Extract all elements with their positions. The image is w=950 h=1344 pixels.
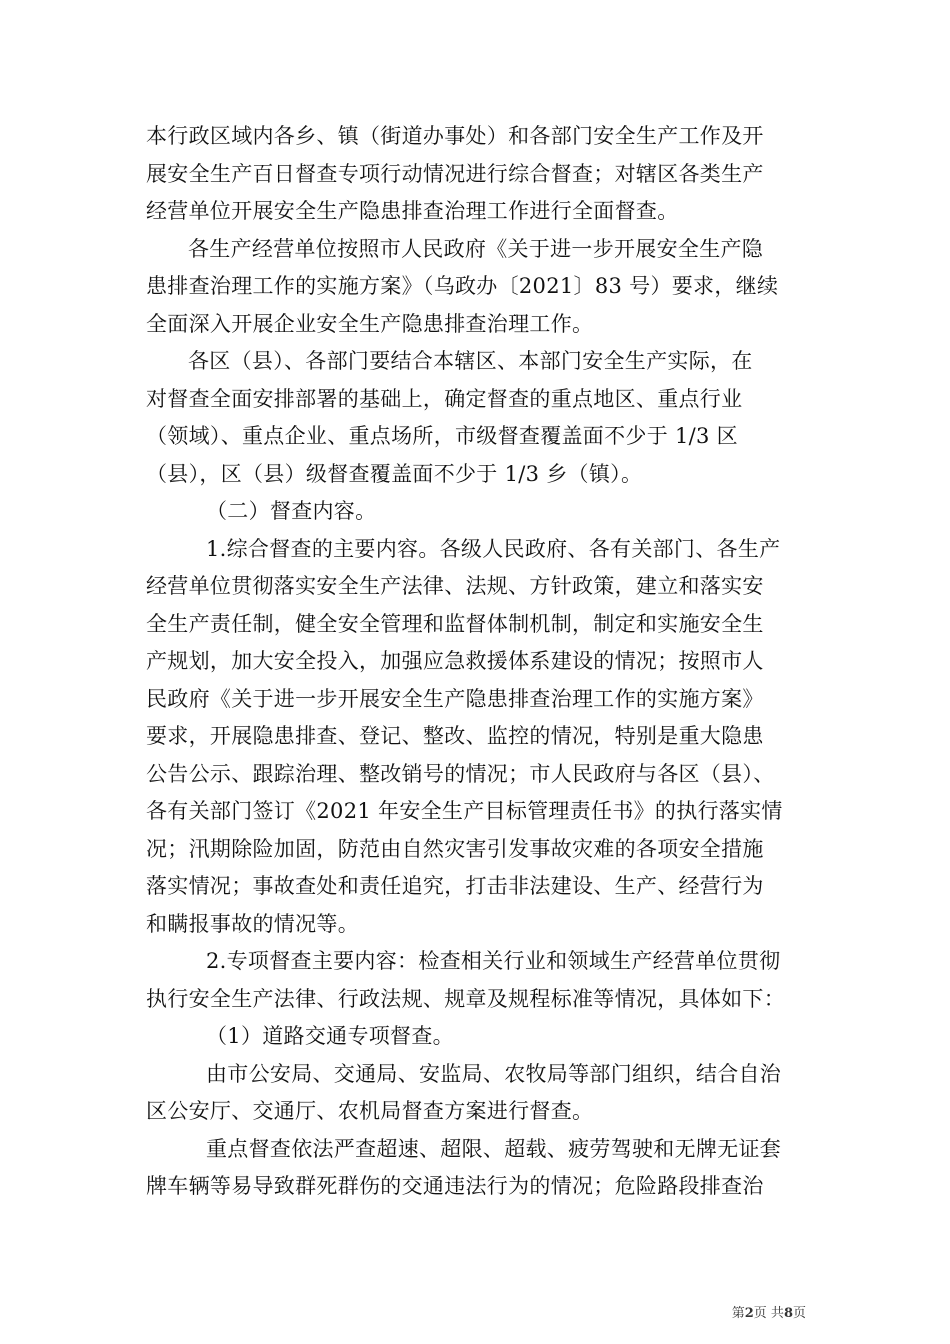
text-line: 1.综合督查的主要内容。各级人民政府、各有关部门、各生产 xyxy=(206,536,781,561)
text-line: 2.专项督查主要内容：检查相关行业和领域生产经营单位贯彻 xyxy=(206,949,781,973)
footer-prefix: 第 xyxy=(731,1306,745,1321)
footer-middle: 页 共 xyxy=(753,1306,784,1321)
text-line: （领域）、重点企业、重点场所，市级督查覆盖面不少于 1/3 区 xyxy=(146,424,738,448)
text-line: 公告公示、跟踪治理、整改销号的情况；市人民政府与各区（县）、 xyxy=(146,761,775,786)
text-line: 经营单位贯彻落实安全生产法律、法规、方针政策，建立和落实安 xyxy=(146,574,764,598)
text-line: 产规划，加大安全投入，加强应急救援体系建设的情况；按照市人 xyxy=(146,649,764,673)
text-line: 重点督查依法严查超速、超限、超载、疲劳驾驶和无牌无证套 xyxy=(206,1136,782,1161)
text-line: 患排查治理工作的实施方案》（乌政办〔2021〕83 号）要求，继续 xyxy=(146,274,779,298)
text-line: 全面深入开展企业安全生产隐患排查治理工作。 xyxy=(146,311,594,336)
text-line: 牌车辆等易导致群死群伤的交通违法行为的情况；危险路段排查治 xyxy=(146,1174,764,1198)
text-line: 各区（县）、各部门要结合本辖区、本部门安全生产实际，在 xyxy=(188,349,753,373)
text-line: 由市公安局、交通局、安监局、农牧局等部门组织，结合自治 xyxy=(206,1061,782,1086)
text-line: 落实情况；事故查处和责任追究，打击非法建设、生产、经营行为 xyxy=(146,874,764,898)
section-heading: （二）督查内容。 xyxy=(206,499,377,523)
text-line: 全生产责任制，健全安全管理和监督体制机制，制定和实施安全生 xyxy=(146,611,764,636)
current-page-number: 2 xyxy=(744,1306,754,1321)
page-footer xyxy=(732,1302,806,1321)
text-line: 各有关部门签订《2021 年安全生产目标管理责任书》的执行落实情 xyxy=(146,799,783,823)
text-line: 本行政区域内各乡、镇（街道办事处）和各部门安全生产工作及开 xyxy=(146,124,764,148)
text-line: 民政府《关于进一步开展安全生产隐患排查治理工作的实施方案》 xyxy=(146,686,764,711)
text-line: 经营单位开展安全生产隐患排查治理工作进行全面督查。 xyxy=(146,199,679,223)
footer-suffix: 页 xyxy=(792,1306,806,1321)
text-line: 对督查全面安排部署的基础上，确定督查的重点地区、重点行业 xyxy=(146,386,743,411)
text-line: 执行安全生产法律、行政法规、规章及规程标准等情况，具体如下： xyxy=(146,986,785,1011)
text-line: 区公安厅、交通厅、农机局督查方案进行督查。 xyxy=(146,1099,594,1123)
text-line: 况；汛期除险加固，防范由自然灾害引发事故灾难的各项安全措施 xyxy=(146,836,764,861)
text-line: 展安全生产百日督查专项行动情况进行综合督查；对辖区各类生产 xyxy=(146,161,764,186)
subsection-heading: （1）道路交通专项督查。 xyxy=(206,1024,454,1048)
text-line: （县），区（县）级督查覆盖面不少于 1/3 乡（镇）。 xyxy=(146,461,643,486)
text-line: 和瞒报事故的情况等。 xyxy=(146,911,359,936)
total-pages-number: 8 xyxy=(783,1306,793,1321)
text-line: 各生产经营单位按照市人民政府《关于进一步开展安全生产隐 xyxy=(188,236,764,261)
text-line: 要求，开展隐患排查、登记、整改、监控的情况，特别是重大隐患 xyxy=(146,724,764,748)
body-text xyxy=(146,118,806,1206)
